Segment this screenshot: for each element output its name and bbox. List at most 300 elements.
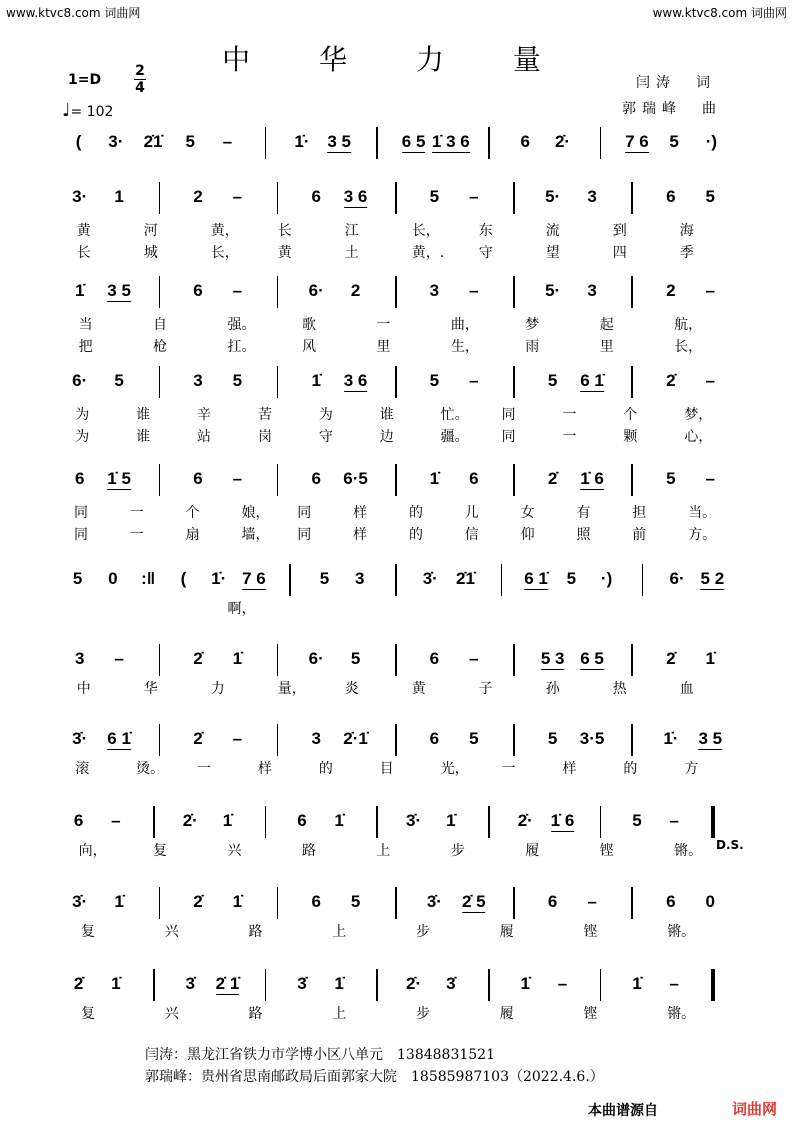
bar-line	[631, 276, 633, 308]
bar-line	[277, 182, 279, 214]
lyric: 黄	[277, 245, 292, 261]
note: 6	[547, 892, 558, 911]
note: 5·	[545, 281, 561, 300]
note: 1̇	[520, 974, 530, 993]
lyric: 四	[612, 245, 627, 261]
note: 5	[547, 371, 558, 390]
note: –	[232, 281, 243, 300]
bar-line	[642, 564, 644, 596]
bar-line	[711, 806, 715, 838]
lyric: 岗	[257, 429, 272, 445]
lyric: 海	[679, 223, 694, 239]
lyric: 兴	[164, 1006, 179, 1022]
lyric: 炎	[344, 681, 359, 697]
lyric: 忙。	[440, 407, 469, 423]
lyric: 锵。	[667, 1006, 696, 1022]
bar-line	[159, 182, 161, 214]
bar-line	[631, 724, 633, 756]
lyric: 黄	[411, 681, 426, 697]
lyric: 辛	[197, 407, 212, 423]
lyric: 同	[501, 407, 516, 423]
note: 2̇	[547, 469, 558, 488]
lyric: 光，	[440, 761, 469, 777]
note: 6·	[669, 569, 685, 588]
lyric: 样	[353, 527, 368, 543]
lyric: 路	[301, 843, 316, 859]
lyric: 仰	[520, 527, 535, 543]
lyric: 步	[450, 843, 465, 859]
note: 1̇	[232, 649, 243, 668]
note: 1̇	[232, 892, 243, 911]
note: 3	[587, 187, 597, 206]
key-signature: 1=D	[68, 72, 102, 88]
lyric: 的	[318, 761, 333, 777]
note: 2	[666, 281, 676, 300]
lyric: 娘，	[241, 505, 270, 521]
lyric: 力	[210, 681, 225, 697]
lyric: 履	[525, 843, 540, 859]
lyric: 一	[562, 407, 577, 423]
note: 5	[669, 132, 679, 151]
watermark-left: www.ktvc8.com 词曲网	[6, 6, 141, 20]
lyric: 土	[344, 245, 359, 261]
note: 3̇·	[422, 569, 438, 588]
bar-line	[513, 276, 515, 308]
bar-line	[488, 127, 490, 159]
lyric: 锵。	[674, 843, 703, 859]
note: :‖	[141, 569, 156, 588]
bar-line	[159, 887, 161, 919]
time-signature: 2 4	[135, 63, 145, 96]
note: 5	[469, 729, 479, 748]
note: 3̇·	[406, 811, 422, 830]
lyric: 目	[379, 761, 394, 777]
bar-line	[159, 276, 161, 308]
bar-line	[600, 127, 602, 159]
bar-line	[600, 806, 602, 838]
bar-line	[289, 564, 291, 596]
lyric: 谁	[136, 407, 151, 423]
note: 6 1̇	[107, 729, 131, 748]
lyric: 铿	[599, 843, 614, 859]
note: 5	[350, 892, 361, 911]
lyric: 强。	[227, 317, 256, 333]
note: –	[587, 892, 597, 911]
note: 2̇	[73, 974, 84, 993]
note: 2̇	[193, 729, 203, 748]
note: –	[669, 974, 679, 993]
lyric: 航，	[674, 317, 703, 333]
note: 5	[429, 371, 440, 390]
lyric: 曲，	[450, 317, 479, 333]
lyric: 一	[562, 429, 577, 445]
lyric: 风	[301, 339, 316, 355]
note: 2̇1̇	[143, 132, 163, 151]
bar-line	[277, 366, 279, 398]
note: 6	[297, 811, 307, 830]
lyric: 黄，	[210, 223, 239, 239]
note: 7 6	[242, 569, 266, 588]
note: 3̇	[185, 974, 195, 993]
note: –	[222, 132, 233, 151]
lyric: 季	[679, 245, 694, 261]
lyric: 女	[520, 505, 535, 521]
bar-line	[488, 806, 490, 838]
lyric: 为	[318, 407, 333, 423]
note: 2̇ 1̇	[215, 974, 240, 993]
lyric: 铿	[583, 1006, 598, 1022]
note: 6·	[308, 649, 324, 668]
lyric: 起	[599, 317, 614, 333]
site-logo: 词曲网	[732, 1100, 778, 1118]
note: 1̇	[705, 649, 716, 668]
note: 1̇	[311, 371, 321, 390]
lyric: 苦	[257, 407, 272, 423]
lyric: 路	[248, 924, 263, 940]
note: 5 2	[700, 569, 725, 588]
note: 6 5	[580, 649, 604, 668]
lyric: 长，	[411, 223, 440, 239]
bar-line	[513, 182, 515, 214]
note: 3	[193, 371, 203, 390]
bar-line	[376, 969, 378, 1001]
bar-line	[631, 366, 633, 398]
source-label: 本曲谱源自	[588, 1103, 658, 1119]
note: ·)	[600, 569, 613, 588]
note: –	[469, 371, 479, 390]
lyric: 履	[499, 924, 514, 940]
lyric: 方。	[688, 527, 717, 543]
note: –	[232, 187, 243, 206]
song-title: 中 华 力 量	[222, 43, 571, 76]
note: –	[557, 974, 568, 993]
note: 3·	[72, 187, 88, 206]
note: 5	[429, 187, 440, 206]
lyric: 江	[344, 223, 359, 239]
bar-line	[395, 182, 397, 214]
bar-line	[395, 644, 397, 676]
note: 6 1̇	[524, 569, 548, 588]
lyric: 扛。	[227, 339, 256, 355]
note: 2̇·	[554, 132, 571, 151]
note: 2	[350, 281, 361, 300]
lyric: 照	[576, 527, 591, 543]
note: 3̇·	[72, 892, 88, 911]
lyric: 谁	[136, 429, 151, 445]
note: 2̇·	[406, 974, 422, 993]
bar-line	[395, 724, 397, 756]
lyric: 当。	[688, 505, 717, 521]
bar-line	[513, 366, 515, 398]
note: 5	[319, 569, 330, 588]
note: 6	[74, 469, 85, 488]
note: 1̇	[334, 974, 344, 993]
lyricist-credit: 闫涛 词	[636, 75, 716, 91]
lyric: 一	[197, 761, 212, 777]
quarter-note-icon: ♩	[62, 100, 71, 121]
note: 3	[311, 729, 321, 748]
note: 6	[469, 469, 479, 488]
lyric: 里	[376, 339, 391, 355]
bar-line	[159, 464, 161, 496]
note: 6·	[72, 371, 88, 390]
lyric: 为	[75, 407, 90, 423]
bar-line	[631, 182, 633, 214]
lyric: 上	[332, 1006, 347, 1022]
lyric: 黄，.	[411, 245, 445, 261]
lyric: 担	[632, 505, 647, 521]
lyric: 流	[545, 223, 560, 239]
composer-credit: 郭瑞峰 曲	[622, 101, 722, 117]
lyric: 扇	[185, 527, 200, 543]
bar-line	[153, 806, 155, 838]
note: 3̇·	[72, 729, 88, 748]
bar-line	[159, 366, 161, 398]
note: 3̇·	[426, 892, 442, 911]
note: 3·	[108, 132, 124, 151]
note: 5	[232, 371, 243, 390]
lyric: 墙，	[241, 527, 270, 543]
bar-line	[277, 276, 279, 308]
bar-line	[513, 887, 515, 919]
lyric: 河	[143, 223, 158, 239]
lyric: 孙	[545, 681, 560, 697]
lyric: 长	[76, 245, 91, 261]
note: 6	[193, 281, 203, 300]
lyric: 城	[143, 245, 158, 261]
dal-segno-mark: D.S.	[716, 838, 744, 852]
lyric: 黄	[76, 223, 91, 239]
note: 2̇·1̇	[343, 729, 368, 748]
note: 7 6	[625, 132, 649, 151]
bar-line	[265, 969, 267, 1001]
lyric: 自	[153, 317, 168, 333]
note: 1̇	[111, 974, 121, 993]
bar-line	[395, 887, 397, 919]
bar-line	[631, 644, 633, 676]
note: 3·5	[579, 729, 605, 748]
note: 6·5	[343, 469, 368, 488]
lyric: 梦	[525, 317, 540, 333]
lyric: 长，	[674, 339, 703, 355]
note: 6	[429, 649, 440, 668]
lyric: 个	[185, 505, 200, 521]
bar-line	[153, 969, 155, 1001]
note: 1	[114, 187, 124, 206]
lyric: 同	[297, 527, 312, 543]
lyric: 样	[562, 761, 577, 777]
lyric: 的	[623, 761, 638, 777]
lyric: 一	[376, 317, 391, 333]
note: 2̇·	[517, 811, 533, 830]
bar-line	[600, 969, 602, 1001]
note: 1̇·	[294, 132, 310, 151]
lyric: 复	[80, 924, 95, 940]
lyric: 同	[297, 505, 312, 521]
lyric: 信	[464, 527, 479, 543]
lyric: 的	[408, 505, 423, 521]
note: 1̇	[74, 281, 85, 300]
lyric: 兴	[227, 843, 242, 859]
lyric: 里	[599, 339, 614, 355]
note: 1̇	[632, 974, 642, 993]
lyric: 当	[78, 317, 93, 333]
note: 3	[429, 281, 440, 300]
note: 1̇	[446, 811, 456, 830]
lyric: 同	[73, 527, 88, 543]
note: 0	[705, 892, 716, 911]
note: –	[705, 469, 716, 488]
lyricist-contact: 闫涛：黑龙江省铁力市学博小区八单元 13848831521	[145, 1047, 495, 1063]
lyric: 站	[197, 429, 212, 445]
lyric: 复	[153, 843, 168, 859]
lyric: 一	[501, 761, 516, 777]
note: –	[114, 649, 124, 668]
lyric: 锵。	[667, 924, 696, 940]
note: 6	[666, 187, 676, 206]
note: 1̇	[429, 469, 440, 488]
lyric: 履	[499, 1006, 514, 1022]
bar-line	[501, 564, 503, 596]
note: (	[180, 569, 187, 588]
lyric: 长，	[210, 245, 239, 261]
lyric: 同	[73, 505, 88, 521]
note: 0	[108, 569, 118, 588]
lyric: 为	[75, 429, 90, 445]
note: 1̇ 6	[580, 469, 604, 488]
note: 2̇ 5	[461, 892, 486, 911]
note: 1̇·	[663, 729, 679, 748]
note: –	[111, 811, 121, 830]
note: 3̇	[297, 974, 307, 993]
note: –	[705, 371, 716, 390]
note: (	[75, 132, 82, 151]
note: –	[705, 281, 716, 300]
note: 3	[74, 649, 85, 668]
bar-line	[159, 644, 161, 676]
lyric: 到	[612, 223, 627, 239]
lyric: 边	[379, 429, 394, 445]
bar-line	[395, 564, 397, 596]
lyric: 的	[408, 527, 423, 543]
lyric: 方	[684, 761, 699, 777]
note: 1̇	[222, 811, 233, 830]
bar-line	[277, 724, 279, 756]
lyric: 前	[632, 527, 647, 543]
note: 6	[311, 187, 321, 206]
note: 6	[73, 811, 84, 830]
lyric: 兴	[164, 924, 179, 940]
note: 3	[587, 281, 597, 300]
lyric: 华	[143, 681, 158, 697]
bar-line	[376, 127, 378, 159]
lyric: 啊，	[227, 601, 256, 617]
lyric: 谁	[379, 407, 394, 423]
note: 5·	[545, 187, 561, 206]
note: 2̇·	[182, 811, 198, 830]
note: 5	[185, 132, 195, 151]
note: –	[469, 649, 479, 668]
bar-line	[376, 806, 378, 838]
bar-line	[395, 366, 397, 398]
note: 3 5	[327, 132, 351, 151]
note: 6·	[308, 281, 324, 300]
note: 3 6	[343, 371, 368, 390]
note: –	[232, 729, 243, 748]
note: –	[469, 281, 479, 300]
lyric: 样	[353, 505, 368, 521]
lyric: 把	[78, 339, 93, 355]
bar-line	[265, 806, 267, 838]
bar-line	[277, 644, 279, 676]
note: 6 5	[401, 132, 426, 151]
note: 1̇	[114, 892, 124, 911]
lyric: 心，	[684, 429, 713, 445]
note: 3̇	[446, 974, 456, 993]
note: –	[669, 811, 679, 830]
lyric: 歌	[301, 317, 316, 333]
lyric: 雨	[525, 339, 540, 355]
lyric: 一	[129, 505, 144, 521]
lyric: 疆。	[440, 429, 469, 445]
lyric: 铿	[583, 924, 598, 940]
bar-line	[513, 464, 515, 496]
lyric: 守	[478, 245, 493, 261]
lyric: 中	[76, 681, 91, 697]
note: –	[232, 469, 243, 488]
lyric: 上	[376, 843, 391, 859]
lyric: 望	[545, 245, 560, 261]
lyric: 子	[478, 681, 493, 697]
bar-line	[277, 887, 279, 919]
note: 5	[632, 811, 642, 830]
lyric: 有	[576, 505, 591, 521]
lyric: 量，	[277, 681, 306, 697]
bar-line	[711, 969, 715, 1001]
lyric: 向，	[78, 843, 107, 859]
lyric: 颗	[623, 429, 638, 445]
bar-line	[513, 644, 515, 676]
note: 6	[429, 729, 440, 748]
lyric: 血	[679, 681, 694, 697]
lyric: 儿	[464, 505, 479, 521]
note: 1̇ 5	[107, 469, 131, 488]
note: 1̇	[334, 811, 344, 830]
bar-line	[277, 464, 279, 496]
bar-line	[631, 887, 633, 919]
note: 1̇·	[211, 569, 227, 588]
bar-line	[265, 127, 267, 159]
note: 3 5	[698, 729, 723, 748]
note: 5	[666, 469, 676, 488]
lyric: 守	[318, 429, 333, 445]
tempo-marking: ♩= 102	[62, 100, 114, 121]
lyric: 梦，	[684, 407, 713, 423]
note: 5	[547, 729, 558, 748]
lyric: 一	[129, 527, 144, 543]
lyric: 上	[332, 924, 347, 940]
note: –	[469, 187, 479, 206]
bar-line	[159, 724, 161, 756]
lyric: 步	[415, 924, 430, 940]
lyric: 同	[501, 429, 516, 445]
lyric: 复	[80, 1006, 95, 1022]
watermark-right: www.ktvc8.com 词曲网	[652, 6, 787, 20]
note: 5	[114, 371, 124, 390]
note: 1̇ 6	[550, 811, 575, 830]
bar-line	[513, 724, 515, 756]
lyric: 热	[612, 681, 627, 697]
